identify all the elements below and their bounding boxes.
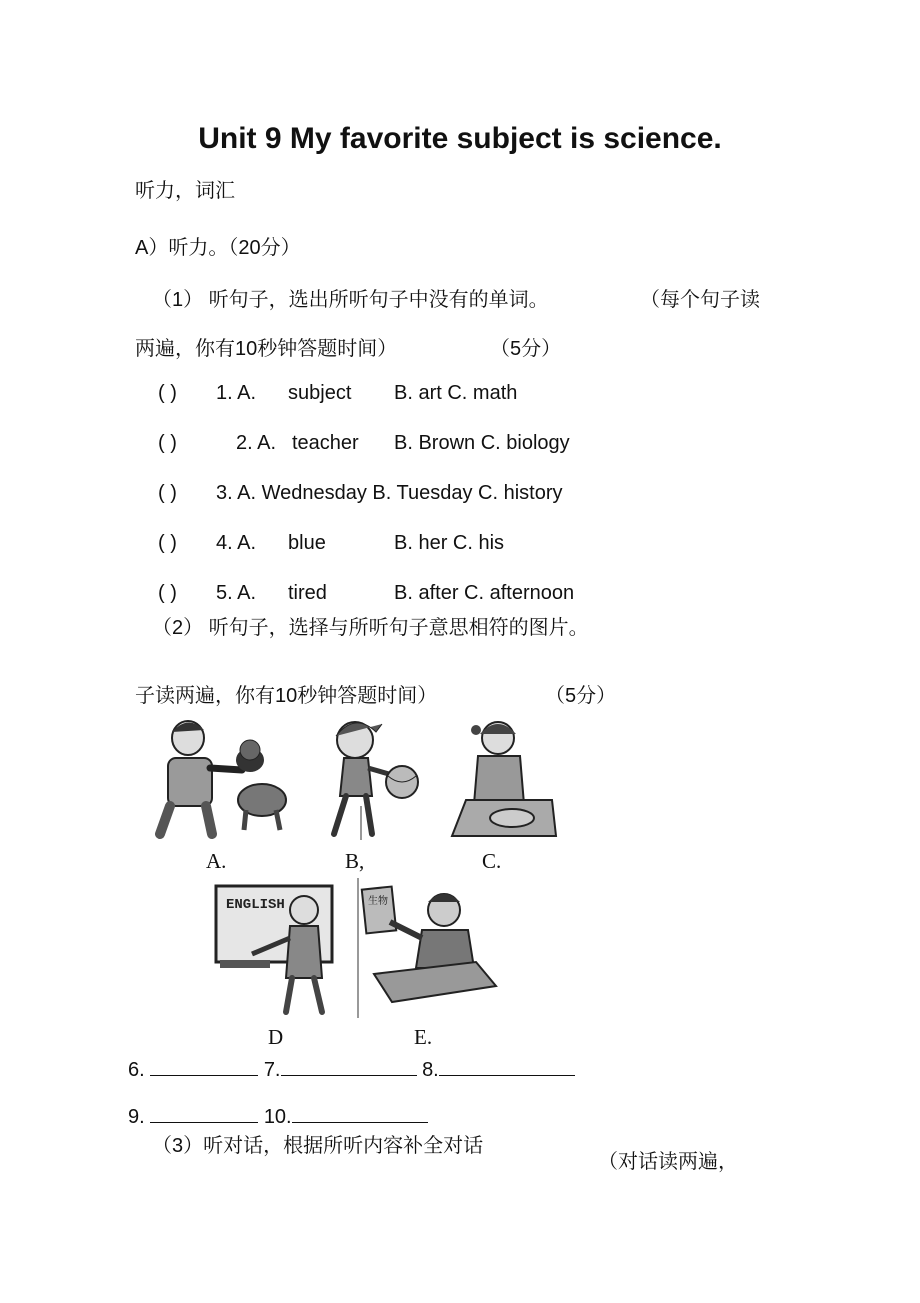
picture-label-e: E. — [414, 1025, 433, 1049]
answer-paren: ( ) — [158, 582, 177, 604]
english-teacher-image — [212, 878, 347, 1020]
section-a-heading: A）听力。（20分） — [135, 237, 301, 259]
answer-blank[interactable] — [150, 1104, 258, 1123]
option-a: teacher — [292, 432, 359, 454]
option-a: tired — [288, 582, 327, 604]
girl-with-ball-image — [310, 710, 420, 840]
part2-instruction: （2） 听句子，选择与所听句子意思相符的图片。 — [152, 617, 589, 639]
picture-label-d: D — [268, 1025, 284, 1049]
option-a: subject — [288, 382, 352, 404]
question-number: 4. A. — [216, 532, 257, 554]
answer-blank[interactable] — [439, 1057, 575, 1076]
board-text: ENGLISH — [226, 897, 285, 913]
answer-number: 9. — [128, 1106, 145, 1128]
question-line: 3. A. Wednesday B. Tuesday C. history — [216, 482, 563, 504]
options-bc: B. Brown C. biology — [394, 432, 570, 454]
answer-paren: ( ) — [158, 532, 177, 554]
question-number: 5. A. — [216, 582, 257, 604]
man-with-dog-image — [150, 710, 290, 840]
answer-paren: ( ) — [158, 432, 177, 454]
answer-blank[interactable] — [292, 1104, 428, 1123]
part1-instruction-cont: 两遍，你有10秒钟答题时间） — [135, 338, 398, 360]
book-text: 生物 — [368, 896, 388, 907]
options-bc: B. after C. afternoon — [394, 582, 575, 604]
answer-number: 8. — [422, 1059, 439, 1081]
page-title: Unit 9 My favorite subject is science. — [198, 122, 722, 155]
question-number: 1. A. — [216, 382, 257, 404]
question-number: 2. A. — [236, 432, 277, 454]
answer-number: 6. — [128, 1059, 145, 1081]
part2-score: （5分） — [545, 685, 617, 707]
subtitle: 听力，词汇 — [135, 180, 235, 202]
option-a: blue — [288, 532, 326, 554]
picture-label-a: A. — [206, 849, 227, 873]
part1-instruction: （1） 听句子，选出所听句子中没有的单词。 — [152, 289, 549, 311]
answer-blank[interactable] — [150, 1057, 258, 1076]
part2-instruction-cont: 子读两遍，你有10秒钟答题时间） — [135, 685, 438, 707]
teacher-with-book-image — [356, 878, 506, 1020]
options-bc: B. her C. his — [394, 532, 505, 554]
part3-instruction: （3）听对话，根据所听内容补全对话 — [152, 1135, 484, 1157]
answer-paren: ( ) — [158, 382, 177, 404]
answer-number: 10. — [263, 1106, 292, 1128]
picture-label-b: B, — [345, 849, 365, 873]
part3-note: （对话读两遍， — [598, 1151, 738, 1173]
answer-paren: ( ) — [158, 482, 177, 504]
answer-blank[interactable] — [281, 1057, 417, 1076]
answer-row-1 — [128, 1057, 575, 1082]
part1-note: （每个句子读 — [640, 289, 760, 311]
picture-label-c: C. — [482, 849, 502, 873]
part1-score: （5分） — [490, 338, 562, 360]
answer-number: 7. — [263, 1059, 281, 1081]
answer-row-2 — [128, 1104, 428, 1129]
options-bc: B. art C. math — [394, 382, 518, 404]
girl-eating-pizza-image — [448, 712, 558, 840]
